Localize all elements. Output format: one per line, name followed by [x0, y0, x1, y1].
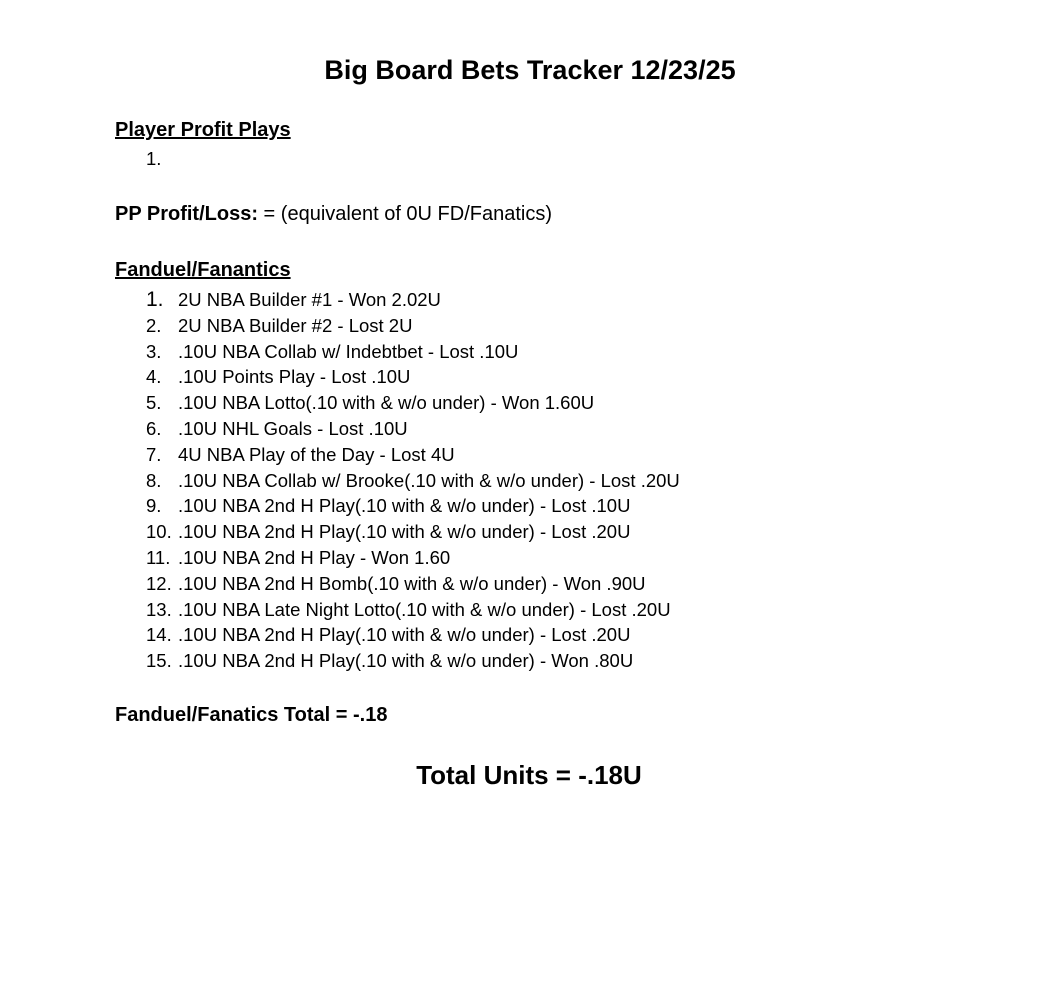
list-item-text: .10U NBA 2nd H Play(.10 with & w/o under) - Won .80U — [178, 650, 634, 672]
list-item-text: 4U NBA Play of the Day - Lost 4U — [178, 443, 455, 465]
list-item-number: 13. — [146, 598, 172, 620]
list-item-text: .10U NBA Collab w/ Indebtbet - Lost .10U — [178, 340, 519, 362]
list-item-number: 10. — [146, 521, 172, 543]
list-item — [146, 571, 680, 597]
list-item — [146, 493, 680, 519]
list-item-number: 2. — [146, 314, 162, 336]
list-item-number: 14. — [146, 624, 172, 646]
list-item-number: 11. — [146, 546, 171, 568]
list-item — [146, 545, 680, 571]
list-item-text: .10U NBA 2nd H Play(.10 with & w/o under) - Lost .20U — [178, 624, 631, 646]
pp-profit-loss-value: = (equivalent of 0U FD/Fanatics) — [258, 203, 553, 225]
list-item — [146, 287, 680, 313]
list-item-number: 12. — [146, 572, 172, 594]
list-item-text: .10U NBA 2nd H Play(.10 with & w/o under) - Lost .10U — [178, 495, 631, 517]
list-item-number: 15. — [146, 650, 172, 672]
list-item-number: 9. — [146, 495, 162, 517]
total-units: Total Units = -.18U — [416, 760, 642, 790]
list-item — [146, 519, 680, 545]
list-item-number: 3. — [146, 340, 162, 362]
fanduel-fanatics-heading: Fanduel/Fanantics — [115, 259, 291, 281]
list-item — [146, 648, 680, 674]
pp-profit-loss-line — [115, 201, 552, 227]
list-item — [146, 313, 680, 339]
pp-profit-loss-label: PP Profit/Loss: — [115, 203, 258, 225]
list-item-text: .10U NBA Late Night Lotto(.10 with & w/o under) - Lost .20U — [178, 598, 671, 620]
list-item-number: 6. — [146, 417, 162, 439]
fanduel-fanatics-list — [146, 287, 680, 674]
list-item-number: 5. — [146, 392, 162, 414]
list-item-text: .10U NBA Lotto(.10 with & w/o under) - Won 1.60U — [178, 392, 595, 414]
list-item-text: .10U NBA 2nd H Bomb(.10 with & w/o under) - Won .90U — [178, 572, 646, 594]
list-item-text: .10U Points Play - Lost .10U — [178, 366, 411, 388]
document-title: Big Board Bets Tracker 12/23/25 — [324, 55, 736, 85]
list-item — [146, 622, 680, 648]
list-item — [146, 597, 680, 623]
fanduel-fanatics-total: Fanduel/Fanatics Total = -.18 — [115, 704, 388, 726]
list-item — [146, 339, 680, 365]
list-item — [146, 390, 680, 416]
list-item-text: .10U NBA 2nd H Play(.10 with & w/o under) - Lost .20U — [178, 521, 631, 543]
list-item — [146, 416, 680, 442]
list-item — [146, 442, 680, 468]
list-item-text: .10U NBA Collab w/ Brooke(.10 with & w/o under) - Lost .20U — [178, 469, 680, 491]
list-item-number: 1. — [146, 148, 162, 169]
list-item — [146, 468, 680, 494]
list-item — [146, 146, 178, 172]
player-profit-plays-list — [146, 146, 178, 172]
list-item-number: 1. — [146, 288, 164, 311]
list-item-text: 2U NBA Builder #2 - Lost 2U — [178, 314, 413, 336]
list-item-number: 8. — [146, 469, 162, 491]
list-item-text: .10U NBA 2nd H Play - Won 1.60 — [178, 546, 451, 568]
player-profit-plays-heading: Player Profit Plays — [115, 119, 291, 141]
list-item-text: .10U NHL Goals - Lost .10U — [178, 417, 408, 439]
list-item-number: 4. — [146, 366, 162, 388]
list-item — [146, 364, 680, 390]
list-item-text: 2U NBA Builder #1 - Won 2.02U — [178, 289, 441, 310]
list-item-number: 7. — [146, 443, 162, 465]
